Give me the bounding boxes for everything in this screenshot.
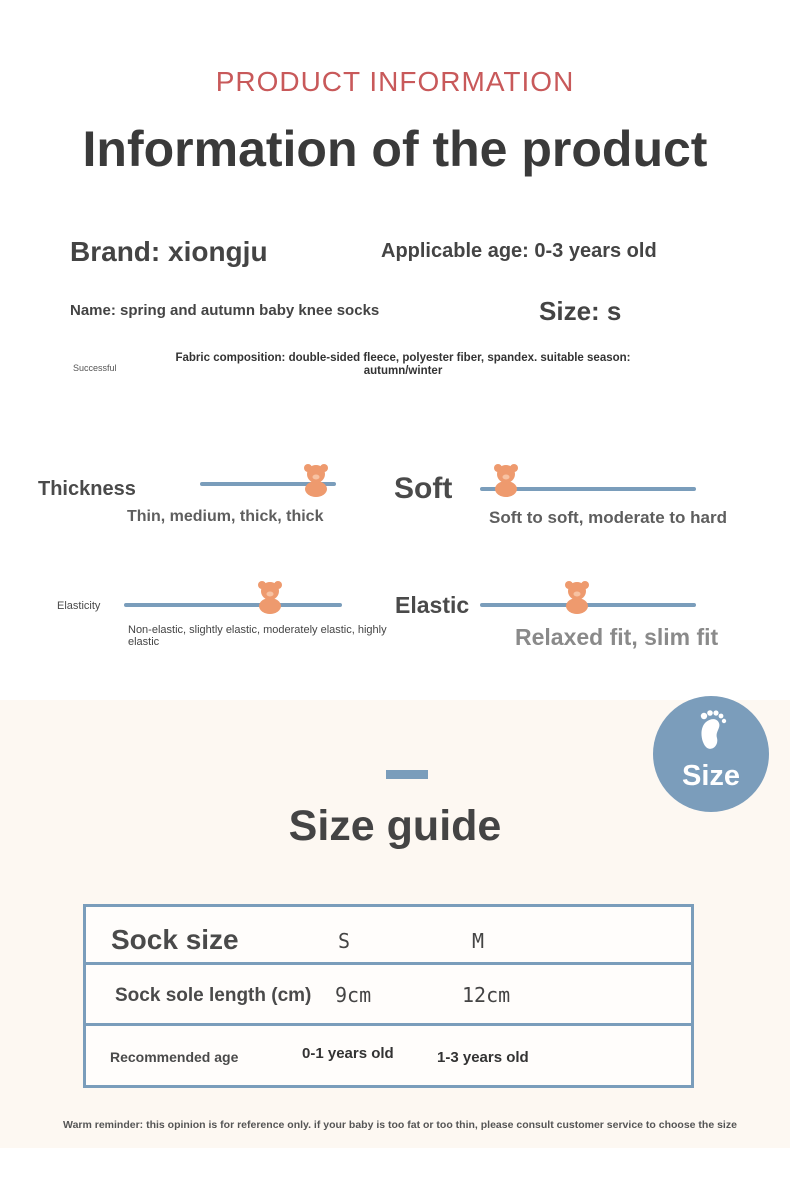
table-cell: 1-3 years old [437, 1049, 529, 1066]
table-cell: 9cm [335, 983, 372, 1007]
table-cell: S [338, 929, 351, 953]
table-row-label: Recommended age [110, 1049, 239, 1065]
elastic-description: Relaxed fit, slim fit [515, 624, 719, 650]
bear-slider-icon [492, 463, 520, 497]
table-row-label: Sock sole length (cm) [115, 985, 312, 1006]
elasticity-label: Elasticity [57, 600, 101, 612]
bear-slider-icon [302, 463, 330, 497]
footprint-icon [697, 708, 729, 750]
table-cell: M [472, 929, 485, 953]
elasticity-track [124, 603, 342, 607]
size-text: Size: s [539, 296, 622, 326]
page-title: Information of the product [82, 121, 708, 177]
table-row-divider [86, 962, 691, 965]
section-divider [386, 770, 428, 779]
warm-reminder-text: Warm reminder: this opinion is for reference only. if your baby is too fat or too thin, please consult customer service to choose the size [63, 1119, 737, 1131]
fabric-composition-text: Fabric composition: double-sided fleece, polyester fiber, spandex. suitable season: autumn/winter [175, 352, 631, 377]
elasticity-description: Non-elastic, slightly elastic, moderately elastic, highly elastic [128, 624, 387, 648]
thickness-description: Thin, medium, thick, thick [127, 508, 324, 525]
product-name-text: Name: spring and autumn baby knee socks [70, 302, 380, 319]
size-badge [653, 696, 769, 812]
applicable-age-text: Applicable age: 0-3 years old [381, 240, 657, 262]
table-row-label: Sock size [111, 924, 239, 955]
small-note: Successful [73, 363, 117, 373]
bear-slider-icon [563, 580, 591, 614]
size-badge-label: Size [681, 760, 741, 792]
table-row-divider [86, 1023, 691, 1026]
section-kicker: PRODUCT INFORMATION [215, 66, 575, 97]
table-cell: 0-1 years old [302, 1045, 394, 1062]
elastic-label: Elastic [395, 592, 470, 618]
brand-text: Brand: xiongju [70, 236, 268, 267]
bear-slider-icon [256, 580, 284, 614]
thickness-label: Thickness [38, 478, 136, 500]
size-guide-title: Size guide [288, 802, 502, 850]
table-cell: 12cm [462, 983, 511, 1007]
soft-label: Soft [394, 472, 453, 505]
size-table [83, 904, 694, 1088]
soft-description: Soft to soft, moderate to hard [489, 508, 727, 527]
